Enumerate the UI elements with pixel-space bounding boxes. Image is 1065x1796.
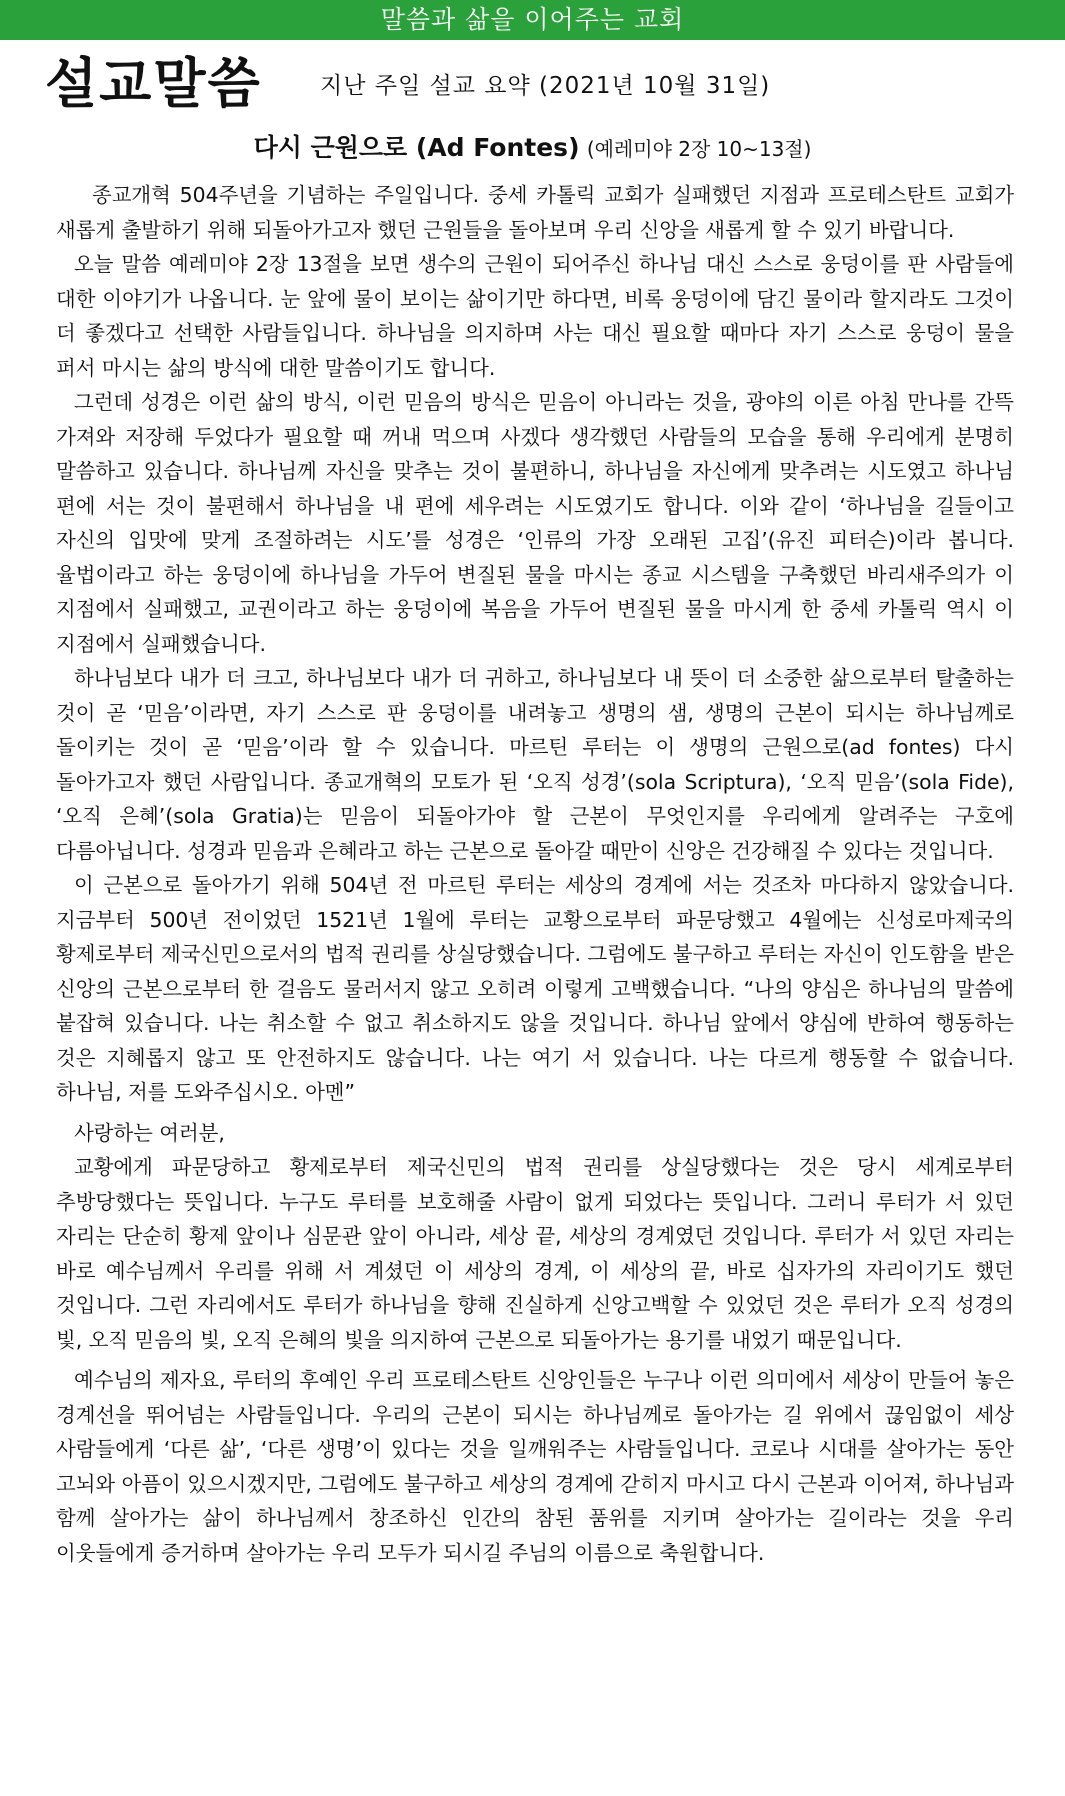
sermon-date-subtitle: 지난 주일 설교 요약 (2021년 10월 31일) (320, 73, 771, 99)
paragraph-greeting: 사랑하는 여러분, (74, 1120, 225, 1145)
header-banner: 말씀과 삶을 이어주는 교회 (0, 0, 1065, 40)
sermon-body (56, 178, 1014, 1570)
sermon-title (0, 128, 1065, 169)
paragraph-4: 하나님보다 내가 더 크고, 하나님보다 내가 더 귀하고, 하나님보다 내 뜻이 더 소중한 삶으로부터 탈출하는 것이 곧 ‘믿음’이라면, 자기 스스로 판 웅덩이를 내려놓고 생명의 샘, 생명의 근본이 되시는 하나님께로 돌이키는 것이 곧 ‘믿음’이라 할 수 있습니다. 마르틴 루터는 이 생명의 근원으로(ad fontes) 다시 돌아가고자 했던 사람입니다. 종교개혁의 모토가 된 ‘오직 성경’(sola Scriptura), ‘오직 믿음’(sola Fide), ‘오직 은혜’(sola Gratia)는 믿음이 되돌아가야 할 근본이 무엇인지를 우리에게 알려주는 구호에 다름아닙니다. 성경과 믿음과 은혜라고 하는 근본으로 돌아갈 때만이 신앙은 건강해질 수 있다는 것입니다. (56, 666, 1014, 863)
sermon-title-main: 다시 근원으로 (Ad Fontes) (253, 133, 580, 162)
paragraph-1: 종교개혁 504주년을 기념하는 주일입니다. 중세 카톨릭 교회가 실패했던 지점과 프로테스탄트 교회가 새롭게 출발하기 위해 되돌아가고자 했던 근원들을 돌아보며 우리 신앙을 새롭게 할 수 있기 바랍니다. (56, 183, 1014, 242)
paragraph-8: 예수님의 제자요, 루터의 후예인 우리 프로테스탄트 신앙인들은 누구나 이런 의미에서 세상이 만들어 놓은 경계선을 뛰어넘는 사람들입니다. 우리의 근본이 되시는 하나님께로 돌아가는 길 위에서 끊임없이 세상 사람들에게 ‘다른 삶’, ‘다른 생명’이 있다는 것을 일깨워주는 사람들입니다. 코로나 시대를 살아가는 동안 고뇌와 아픔이 있으시겠지만, 그럼에도 불구하고 세상의 경계에 갇히지 마시고 다시 근본과 이어져, 하나님과 함께 살아가는 삶이 하나님께서 창조하신 인간의 참된 품위를 지키며 살아가는 길이라는 것을 우리 이웃들에게 증거하며 살아가는 우리 모두가 되시길 주님의 이름으로 축원합니다. (56, 1368, 1014, 1565)
scripture-reference: (예레미야 2장 10~13절) (586, 137, 812, 161)
paragraph-2: 오늘 말씀 예레미야 2장 13절을 보면 생수의 근원이 되어주신 하나님 대신 스스로 웅덩이를 판 사람들에 대한 이야기가 나옵니다. 눈 앞에 물이 보이는 삶이기만 하다면, 비록 웅덩이에 담긴 물이라 할지라도 그것이 더 좋겠다고 선택한 사람들입니다. 하나님을 의지하며 사는 대신 필요할 때마다 자기 스스로 웅덩이 물을 퍼서 마시는 삶의 방식에 대한 말씀이기도 합니다. (56, 252, 1014, 380)
paragraph-5: 이 근본으로 돌아가기 위해 504년 전 마르틴 루터는 세상의 경계에 서는 것조차 마다하지 않았습니다. 지금부터 500년 전이었던 1521년 1월에 루터는 교황으로부터 파문당했고 4월에는 신성로마제국의 황제로부터 제국신민으로서의 법적 권리를 상실당했습니다. 그럼에도 불구하고 루터는 자신이 인도함을 받은 신앙의 근본으로부터 한 걸음도 물러서지 않고 오히려 이렇게 고백했습니다. “나의 양심은 하나님의 말씀에 붙잡혀 있습니다. 나는 취소할 수 없고 취소하지도 않을 것입니다. 하나님 앞에서 양심에 반하여 행동하는 것은 지혜롭지 않고 또 안전하지도 않습니다. 나는 여기 서 있습니다. 나는 다르게 행동할 수 없습니다. 하나님, 저를 도와주십시오. 아멘” (56, 873, 1014, 1104)
paragraph-7: 교황에게 파문당하고 황제로부터 제국신민의 법적 권리를 상실당했다는 것은 당시 세계로부터 추방당했다는 뜻입니다. 누구도 루터를 보호해줄 사람이 없게 되었다는 뜻입니다. 그러니 루터가 서 있던 자리는 단순히 황제 앞이나 심문관 앞이 아니라, 세상 끝, 세상의 경계였던 것입니다. 루터가 서 있던 자리는 바로 예수님께서 우리를 위해 서 계셨던 이 세상의 경계, 이 세상의 끝, 바로 십자가의 자리이기도 했던 것입니다. 그런 자리에서도 루터가 하나님을 향해 진실하게 신앙고백할 수 있었던 것은 루터가 오직 성경의 빛, 오직 믿음의 빛, 오직 은혜의 빛을 의지하여 근본으로 되돌아가는 용기를 내었기 때문입니다. (56, 1155, 1014, 1352)
section-title: 설교말씀 (45, 51, 262, 115)
paragraph-3: 그런데 성경은 이런 삶의 방식, 이런 믿음의 방식은 믿음이 아니라는 것을, 광야의 이른 아침 만나를 간뜩 가져와 저장해 두었다가 필요할 때 꺼내 먹으며 사겠다 생각했던 사람들의 모습을 통해 우리에게 분명히 말씀하고 있습니다. 하나님께 자신을 맞추는 것이 불편하니, 하나님을 자신에게 맞추려는 시도였고 하나님 편에 서는 것이 불편해서 하나님을 내 편에 세우려는 시도였기도 합니다. 이와 같이 ‘하나님을 길들이고 자신의 입맛에 맞게 조절하려는 시도’를 성경은 ‘인류의 가장 오래된 고집’(유진 피터슨)이라 봅니다. 율법이라고 하는 웅덩이에 하나님을 가두어 변질된 물을 마시는 종교 시스템을 구축했던 바리새주의가 이 지점에서 실패했고, 교권이라고 하는 웅덩이에 복음을 가두어 변질된 물을 마시게 한 중세 카톨릭 역시 이 지점에서 실패했습니다. (56, 390, 1014, 656)
